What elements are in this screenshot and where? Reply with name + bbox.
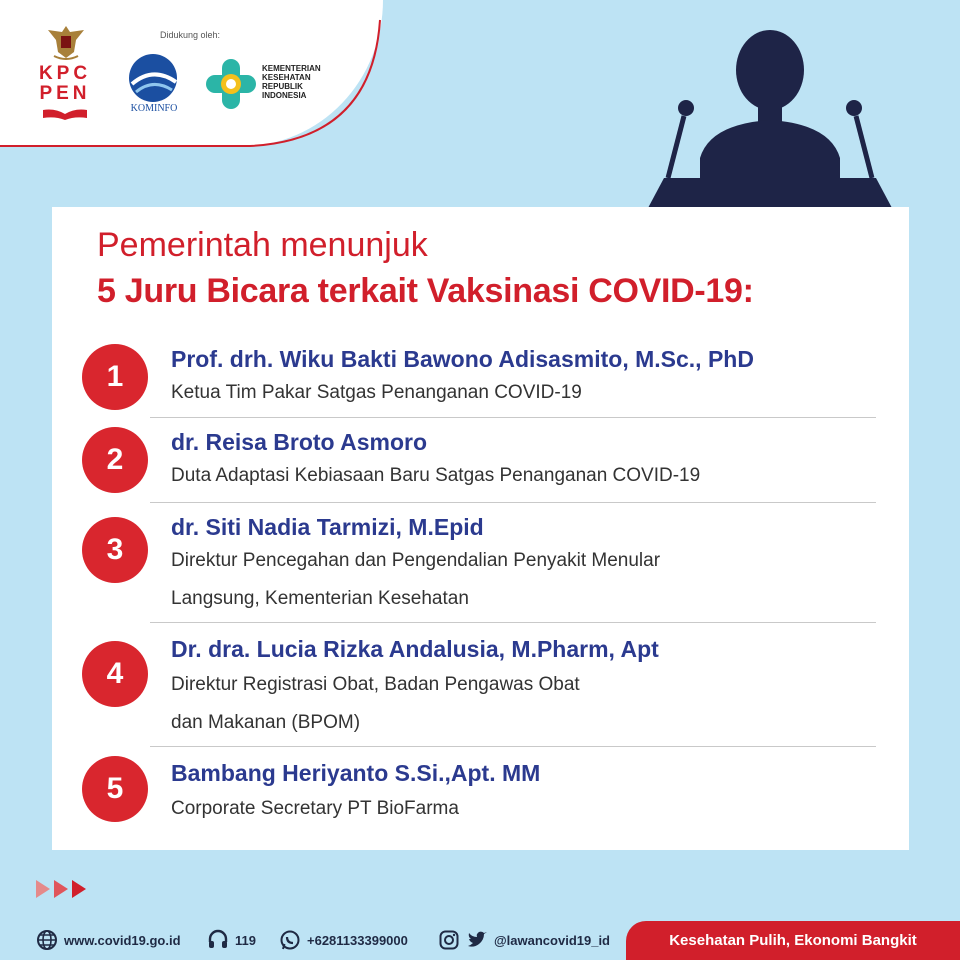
kemenkes-logo-icon bbox=[204, 57, 258, 111]
spokesperson-name: Prof. drh. Wiku Bakti Bawono Adisasmito, M.Sc., PhD bbox=[171, 346, 754, 372]
item-number-badge: 2 bbox=[82, 427, 148, 493]
kpc-pen-book-icon bbox=[41, 108, 89, 120]
footer-website[interactable] bbox=[36, 927, 181, 953]
headline-main: 5 Juru Bicara terkait Vaksinasi COVID-19: bbox=[97, 272, 754, 310]
spokesperson-role: Corporate Secretary PT BioFarma bbox=[171, 798, 459, 819]
divider bbox=[150, 502, 876, 503]
kpc-line-2: PEN bbox=[39, 83, 91, 104]
spokesperson-name: dr. Siti Nadia Tarmizi, M.Epid bbox=[171, 514, 484, 540]
spokesperson-role: Duta Adaptasi Kebiasaan Baru Satgas Penanganan COVID-19 bbox=[171, 465, 701, 486]
kpc-pen-logo bbox=[36, 64, 94, 104]
twitter-icon bbox=[466, 929, 488, 951]
spokesperson-name: dr. Reisa Broto Asmoro bbox=[171, 429, 428, 455]
item-number-badge: 1 bbox=[82, 344, 148, 410]
globe-icon bbox=[36, 929, 58, 951]
divider bbox=[150, 746, 876, 747]
whatsapp-icon bbox=[279, 929, 301, 951]
kemenkes-label: KEMENTERIAN KESEHATAN REPUBLIK INDONESIA bbox=[262, 64, 321, 100]
kominfo-label: KOMINFO bbox=[130, 103, 178, 114]
garuda-emblem-icon bbox=[44, 22, 88, 62]
kpc-line-1: KPC bbox=[38, 63, 92, 84]
website-text: www.covid19.go.id bbox=[64, 932, 181, 948]
instagram-icon bbox=[438, 929, 460, 951]
divider bbox=[150, 417, 876, 418]
item-number-badge: 3 bbox=[82, 517, 148, 583]
footer-social[interactable] bbox=[438, 927, 610, 953]
spokesperson-role: Direktur Registrasi Obat, Badan Pengawas Obat dan Makanan (BPOM) bbox=[171, 674, 580, 733]
spokesperson-role: Ketua Tim Pakar Satgas Penanganan COVID-19 bbox=[171, 382, 582, 403]
item-number-badge: 4 bbox=[82, 641, 148, 707]
spokesperson-role: Direktur Pencegahan dan Pengendalian Penyakit Menular Langsung, Kementerian Kesehatan bbox=[171, 550, 661, 609]
footer-hotline[interactable] bbox=[207, 927, 256, 953]
speaker-podium-icon bbox=[640, 28, 900, 208]
spokesperson-name: Dr. dra. Lucia Rizka Andalusia, M.Pharm, Apt bbox=[171, 636, 659, 662]
hotline-text: 119 bbox=[235, 932, 256, 948]
arrow-right-icon bbox=[36, 880, 90, 898]
supported-by-label: Didukung oleh: bbox=[160, 30, 221, 40]
headline-intro: Pemerintah menunjuk bbox=[97, 226, 428, 264]
footer-whatsapp[interactable] bbox=[279, 927, 408, 953]
social-text: @lawancovid19_id bbox=[494, 932, 610, 948]
headset-icon bbox=[207, 929, 229, 951]
whatsapp-text: +6281133399000 bbox=[307, 932, 408, 948]
spokesperson-name: Bambang Heriyanto S.Si.,Apt. MM bbox=[171, 760, 541, 786]
tagline-banner: Kesehatan Pulih, Ekonomi Bangkit bbox=[626, 921, 960, 960]
item-number-badge: 5 bbox=[82, 756, 148, 822]
kominfo-logo-icon bbox=[124, 52, 182, 104]
divider bbox=[150, 622, 876, 623]
